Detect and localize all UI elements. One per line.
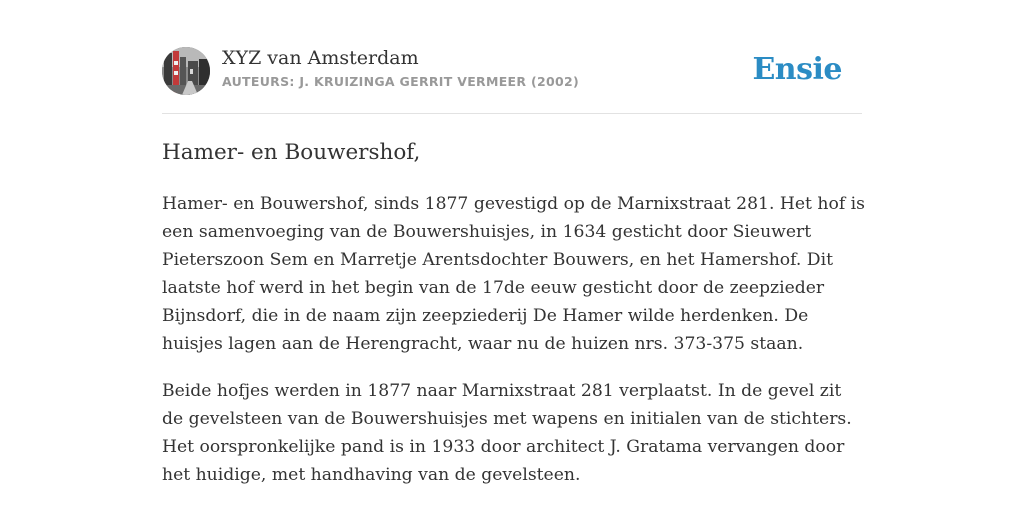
- source-title[interactable]: XYZ van Amsterdam: [222, 47, 419, 69]
- ensie-logo[interactable]: Ensie: [752, 52, 842, 87]
- entry-paragraph-1: Hamer- en Bouwershof, sinds 1877 gevestigd op de Marnixstraat 281. Het hof is een samenvoeging van de Bouwershuisjes, in 1634 gesticht door Sieuwert Pieterszoon Sem en Marretje Arentsdochter Bouwers, en het Hamershof. Dit laatste hof werd in het begin van de 17de eeuw gesticht door de zeepzieder Bijnsdorf, die in de naam zijn zeepziederij De Hamer wilde herdenken. De huisjes lagen aan de Herengracht, waar nu de huizen nrs. 373-375 staan.: [162, 194, 865, 354]
- header-divider: [162, 113, 862, 114]
- entry-title: Hamer- en Bouwershof,: [162, 140, 421, 165]
- source-authors: AUTEURS: J. KRUIZINGA GERRIT VERMEER (2002): [222, 74, 579, 89]
- source-avatar[interactable]: [162, 47, 210, 95]
- street-photo-icon: [162, 47, 210, 95]
- entry-paragraph-2: Beide hofjes werden in 1877 naar Marnixstraat 281 verplaatst. In de gevel zit de gevelsteen van de Bouwershuisjes met wapens en initialen van de stichters. Het oorspronkelijke pand is in 1933 door architect J. Gratama vervangen door het huidige, met handhaving van de gevelsteen.: [162, 381, 852, 485]
- entry-body: [162, 190, 866, 508]
- source-header: [162, 46, 862, 96]
